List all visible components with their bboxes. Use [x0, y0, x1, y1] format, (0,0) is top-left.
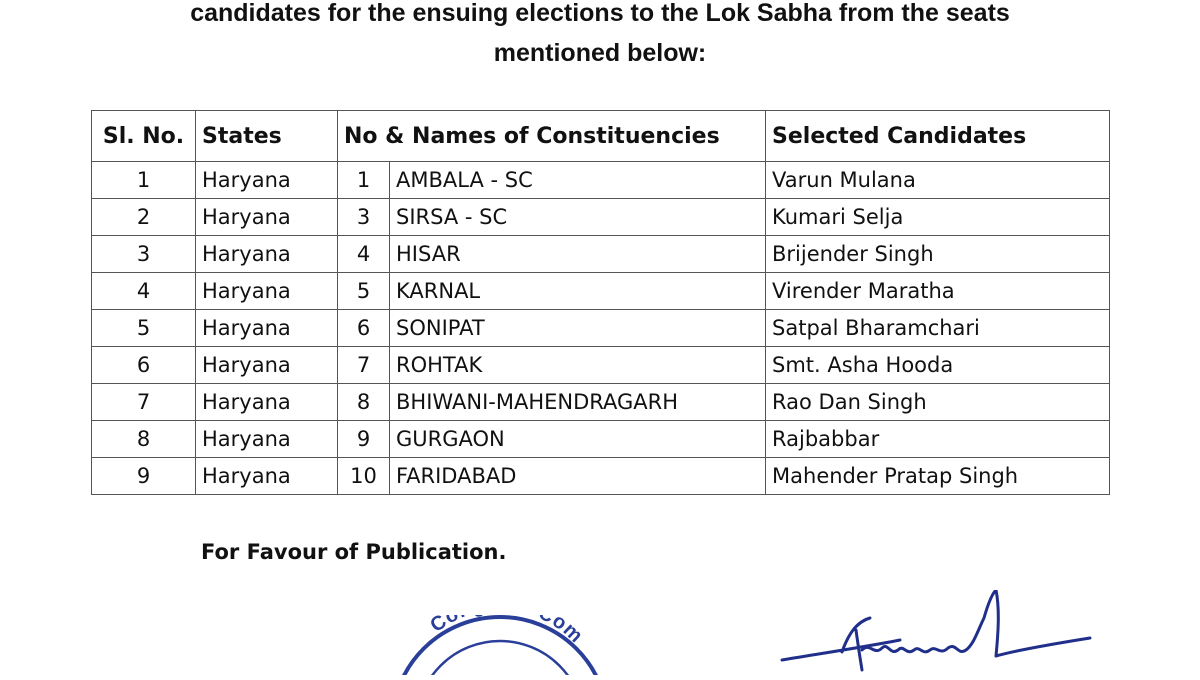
candidates-table	[91, 110, 1110, 495]
header-states: States	[196, 111, 338, 162]
heading-line-2: mentioned below:	[493, 39, 707, 67]
cell-state: Haryana	[196, 310, 338, 347]
cell-sl-no: 6	[92, 347, 196, 384]
cell-constituency-no: 10	[338, 458, 390, 495]
cell-constituency-no: 4	[338, 236, 390, 273]
cell-constituency-no: 8	[338, 384, 390, 421]
cell-sl-no: 7	[92, 384, 196, 421]
cell-constituency-name: FARIDABAD	[390, 458, 766, 495]
cell-constituency-no: 1	[338, 162, 390, 199]
table-row	[92, 458, 1110, 495]
cell-state: Haryana	[196, 236, 338, 273]
seal-inner-ring	[416, 641, 584, 675]
cell-constituency-no: 9	[338, 421, 390, 458]
table-row	[92, 236, 1110, 273]
cell-sl-no: 9	[92, 458, 196, 495]
cell-state: Haryana	[196, 199, 338, 236]
table-row	[92, 347, 1110, 384]
party-seal	[360, 615, 610, 680]
cell-constituency-no: 3	[338, 199, 390, 236]
cell-sl-no: 3	[92, 236, 196, 273]
cell-candidate: Varun Mulana	[766, 162, 1110, 199]
table-row	[92, 421, 1110, 458]
table-row	[92, 162, 1110, 199]
cell-constituency-no: 7	[338, 347, 390, 384]
cell-constituency-name: KARNAL	[390, 273, 766, 310]
table-header-row	[92, 111, 1110, 162]
cell-constituency-no: 6	[338, 310, 390, 347]
seal-text: Co om	[426, 615, 588, 648]
publication-note: For Favour of Publication.	[201, 540, 507, 564]
header-candidates: Selected Candidates	[766, 111, 1110, 162]
cell-constituency-name: AMBALA - SC	[390, 162, 766, 199]
header-sl-no: Sl. No.	[92, 111, 196, 162]
cell-candidate: Rajbabbar	[766, 421, 1110, 458]
cell-constituency-name: HISAR	[390, 236, 766, 273]
cell-sl-no: 4	[92, 273, 196, 310]
cell-state: Haryana	[196, 273, 338, 310]
table-row	[92, 273, 1110, 310]
header-constituencies: No & Names of Constituencies	[338, 111, 766, 162]
cell-sl-no: 5	[92, 310, 196, 347]
signature	[770, 590, 1100, 680]
cell-constituency-no: 5	[338, 273, 390, 310]
cell-sl-no: 1	[92, 162, 196, 199]
cell-constituency-name: GURGAON	[390, 421, 766, 458]
cell-candidate: Kumari Selja	[766, 199, 1110, 236]
cell-candidate: Satpal Bharamchari	[766, 310, 1110, 347]
cell-candidate: Smt. Asha Hooda	[766, 347, 1110, 384]
cell-candidate: Virender Maratha	[766, 273, 1110, 310]
cell-constituency-name: SONIPAT	[390, 310, 766, 347]
cell-state: Haryana	[196, 421, 338, 458]
cell-constituency-name: ROHTAK	[390, 347, 766, 384]
svg-text:Congress Com	[426, 615, 587, 648]
table-row	[92, 199, 1110, 236]
cell-sl-no: 8	[92, 421, 196, 458]
cell-constituency-name: SIRSA - SC	[390, 199, 766, 236]
table-row	[92, 384, 1110, 421]
heading-line-1: candidates for the ensuing elections to the Lok Sabha from the seats	[190, 0, 1010, 27]
cell-candidate: Brijender Singh	[766, 236, 1110, 273]
cell-candidate: Rao Dan Singh	[766, 384, 1110, 421]
cell-state: Haryana	[196, 458, 338, 495]
cell-state: Haryana	[196, 384, 338, 421]
cell-state: Haryana	[196, 162, 338, 199]
cell-sl-no: 2	[92, 199, 196, 236]
cell-state: Haryana	[196, 347, 338, 384]
cell-constituency-name: BHIWANI-MAHENDRAGARH	[390, 384, 766, 421]
table-row	[92, 310, 1110, 347]
cell-candidate: Mahender Pratap Singh	[766, 458, 1110, 495]
